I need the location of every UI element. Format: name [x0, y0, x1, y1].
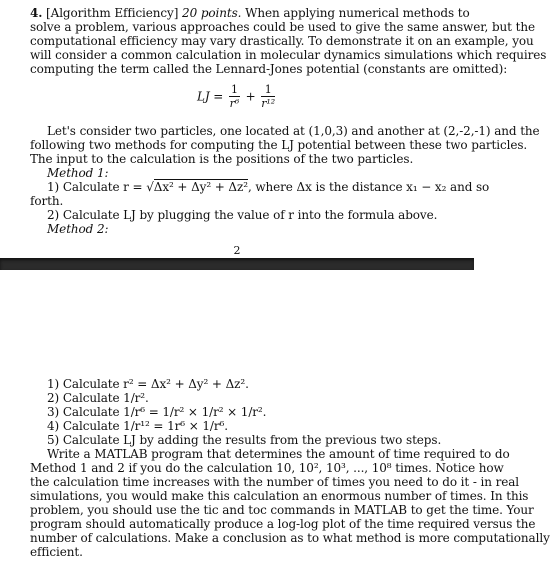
fraction-one-over-r12 — [261, 84, 275, 110]
task-line-4: simulations, you would make this calculation an enormous number of times. In this — [30, 489, 529, 503]
problem-title: [Algorithm Efficiency] — [46, 6, 179, 20]
intro-line-3: computational efficiency may vary drastically. To demonstrate it on an example, you — [30, 34, 534, 48]
method2-step1: 1) Calculate r² = Δx² + Δy² + Δz². — [47, 377, 249, 391]
lj-equation — [0, 84, 474, 110]
fraction1-numerator: 1 — [230, 83, 238, 96]
method2-label: Method 2: — [47, 222, 109, 236]
page-2 — [0, 270, 550, 579]
task-line-1: Write a MATLAB program that determines the amount of time required to do — [47, 447, 510, 461]
page-number: 2 — [233, 244, 241, 257]
equation-lhs: LJ = — [196, 89, 224, 104]
paragraph2-line-3: The input to the calculation is the positions of the two particles. — [30, 152, 414, 166]
task-line-7: number of calculations. Make a conclusion as to what method is more computationally — [30, 531, 550, 545]
intro-line-1: When applying numerical methods to — [245, 6, 470, 20]
paragraph2-line-1: Let's consider two particles, one located at (1,0,3) and another at (2,-2,-1) and the — [47, 124, 540, 138]
intro-line-4: will consider a common calculation in molecular dynamics simulations which requires — [30, 48, 547, 62]
paragraph2-line-2: following two methods for computing the LJ potential between these two particles. — [30, 138, 528, 152]
fraction2-denominator: r¹² — [261, 97, 276, 110]
fraction2-numerator: 1 — [261, 84, 275, 97]
method1-step1-prefix: 1) Calculate r = √ — [47, 180, 154, 194]
task-line-2: Method 1 and 2 if you do the calculation 10, 10², 10³, ..., 10⁸ times. Notice how — [30, 461, 504, 475]
method1-step2: 2) Calculate LJ by plugging the value of r into the formula above. — [47, 208, 438, 222]
method1-sqrt-term: Δx² + Δy² + Δz² — [153, 180, 248, 194]
method1-step1-suffix: , where Δx is the distance x₁ − x₂ and so — [247, 180, 490, 194]
fraction-one-over-r6 — [229, 84, 240, 110]
task-line-5: problem, you should use the tic and toc commands in MATLAB to get the time. Your — [30, 503, 534, 517]
intro-line-2: solve a problem, various approaches could be used to give the same answer, but the — [30, 20, 535, 34]
method1-step1 — [47, 180, 489, 194]
method2-step3: 3) Calculate 1/r⁶ = 1/r² × 1/r² × 1/r². — [47, 405, 267, 419]
intro-line-5: computing the term called the Lennard-Jones potential (constants are omitted): — [30, 62, 508, 76]
task-line-6: program should automatically produce a log-log plot of the time required versus the — [30, 517, 536, 531]
problem-points: 20 points. — [182, 6, 242, 20]
problem-heading — [30, 6, 470, 20]
task-line-3: the calculation time increases with the number of times you need to do it - in real — [30, 475, 520, 489]
fraction1-denominator: r⁶ — [229, 97, 240, 110]
problem-number: 4. — [30, 6, 43, 20]
method2-step2: 2) Calculate 1/r². — [47, 391, 149, 405]
method1-label: Method 1: — [47, 166, 109, 180]
method2-step4: 4) Calculate 1/r¹² = 1r⁶ × 1/r⁶. — [47, 419, 228, 433]
page-separator — [0, 258, 474, 270]
method2-step5: 5) Calculate LJ by adding the results from the previous two steps. — [47, 433, 442, 447]
method1-step1-continued: forth. — [30, 194, 64, 208]
task-line-8: efficient. — [30, 545, 83, 559]
page-1 — [0, 0, 547, 258]
equation-plus: + — [245, 89, 256, 104]
